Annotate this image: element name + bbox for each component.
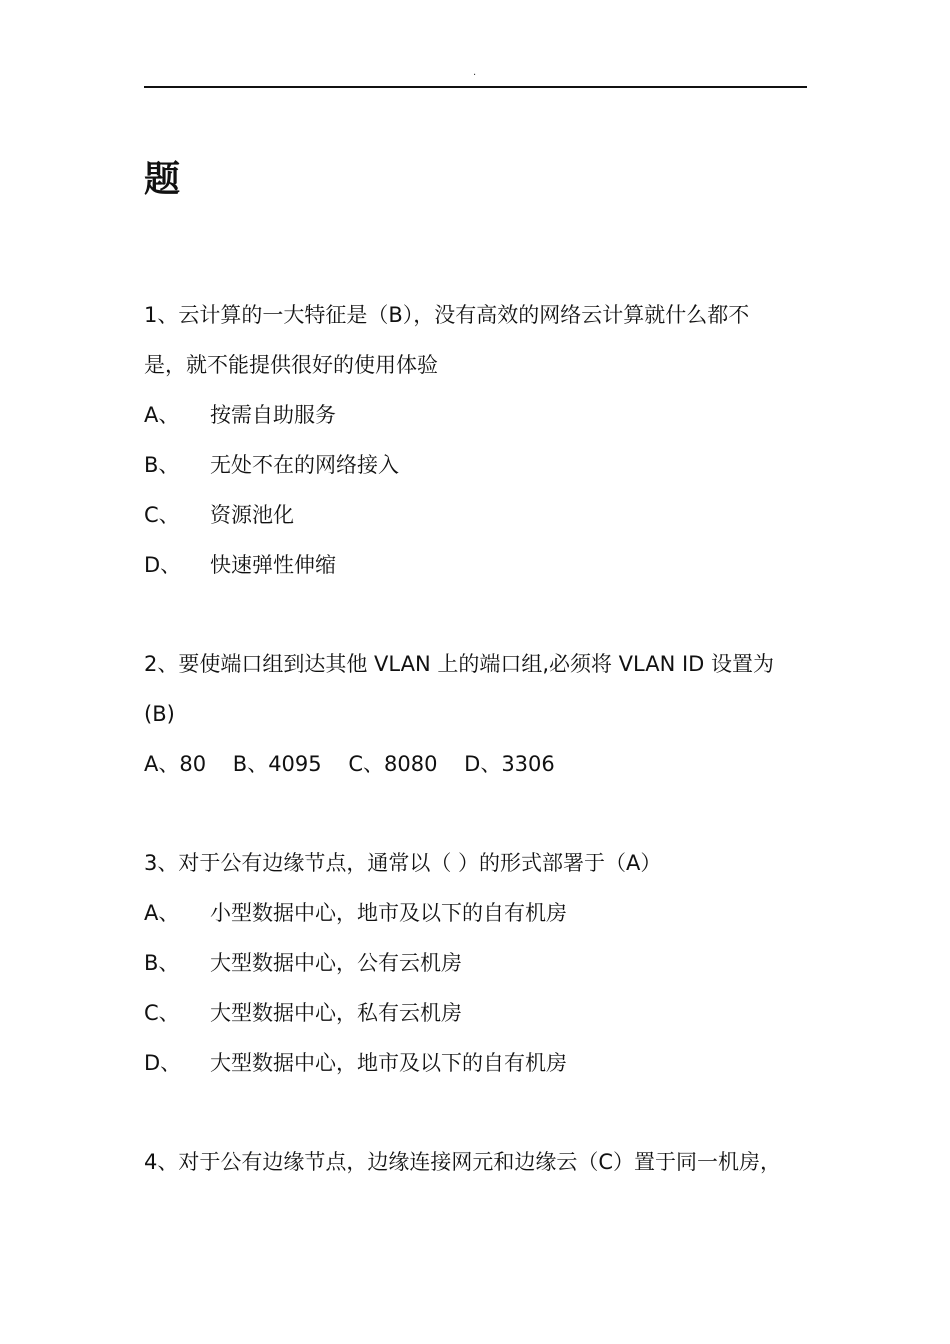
option-text: 大型数据中心，私有云机房 (210, 1001, 462, 1025)
page-heading: 题 (144, 159, 181, 200)
option-text: 大型数据中心，地市及以下的自有机房 (210, 1051, 567, 1075)
question-1-option-a (144, 400, 336, 430)
question-1-option-b (144, 450, 399, 480)
header-rule (144, 86, 807, 88)
question-2-text-line-2: (B) (144, 702, 175, 726)
question-3-option-d (144, 1048, 567, 1078)
question-3-option-b (144, 948, 462, 978)
option-label: C、 (144, 1001, 180, 1025)
question-4-text-line-1: 4、对于公有边缘节点，边缘连接网元和边缘云（C）置于同一机房， (144, 1150, 782, 1174)
question-3-text-line-1: 3、对于公有边缘节点，通常以（ ）的形式部署于（A） (144, 851, 662, 875)
option-label: D、 (144, 1051, 182, 1075)
option-text: 无处不在的网络接入 (210, 453, 399, 477)
option-text: 大型数据中心，公有云机房 (210, 951, 462, 975)
option-text: 小型数据中心，地市及以下的自有机房 (210, 901, 567, 925)
option-label: B、 (144, 453, 180, 477)
question-1-option-c (144, 500, 294, 530)
option-label: A、 (144, 901, 180, 925)
header-dot: . (473, 67, 477, 78)
question-1-text-line-2: 是，就不能提供很好的使用体验 (144, 353, 438, 377)
option-text: 按需自助服务 (210, 403, 336, 427)
option-label: B、 (144, 951, 180, 975)
option-text: 快速弹性伸缩 (210, 553, 336, 577)
question-1-option-d (144, 550, 336, 580)
option-text: 资源池化 (210, 503, 294, 527)
question-2-options: A、80 B、4095 C、8080 D、3306 (144, 752, 555, 776)
question-1-text-line-1: 1、云计算的一大特征是（B），没有高效的网络云计算就什么都不 (144, 303, 750, 327)
option-label: D、 (144, 553, 182, 577)
question-3-option-a (144, 898, 567, 928)
question-2-text-line-1: 2、要使端口组到达其他 VLAN 上的端口组,必须将 VLAN ID 设置为 (144, 652, 775, 676)
question-3-option-c (144, 998, 462, 1028)
option-label: C、 (144, 503, 180, 527)
option-label: A、 (144, 403, 180, 427)
